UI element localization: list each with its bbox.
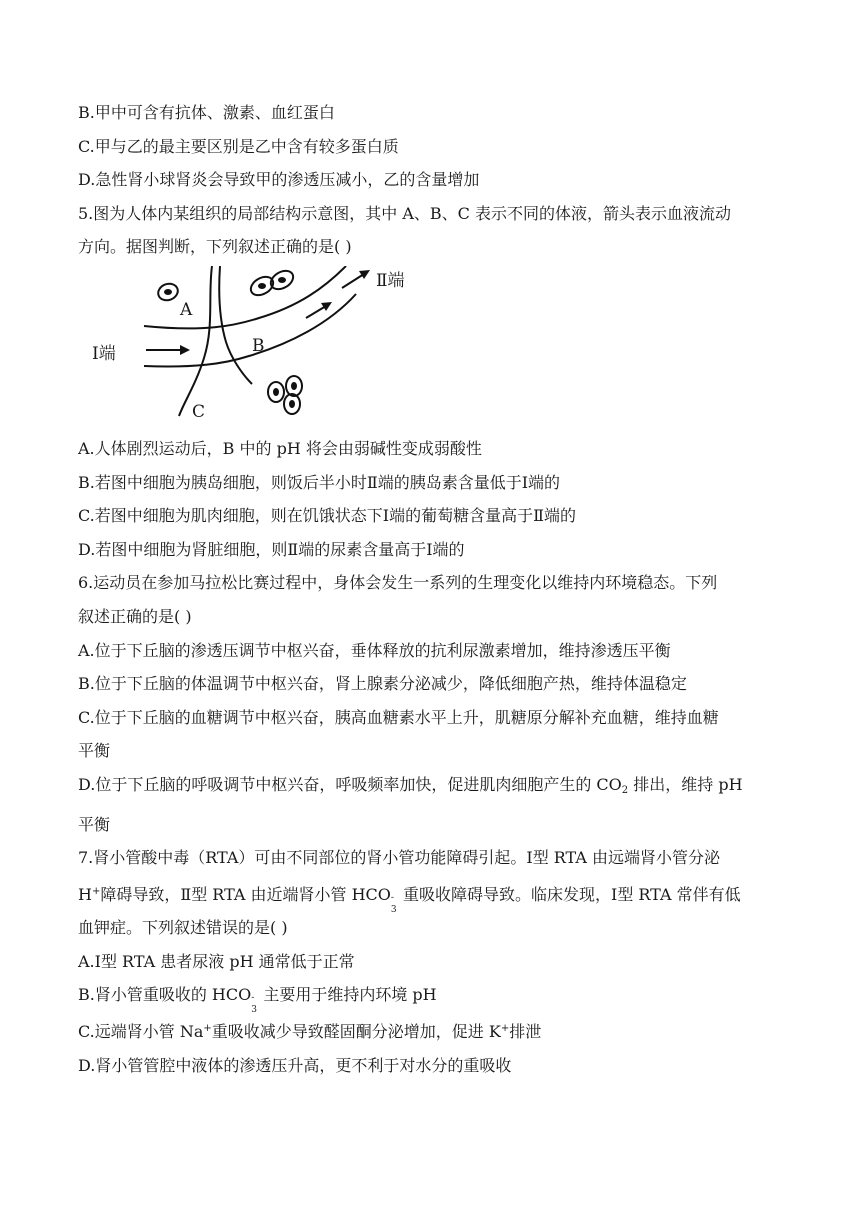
q6-option-a[interactable]: A.位于下丘脑的渗透压调节中枢兴奋，垂体释放的抗利尿激素增加，维持渗透压平衡 bbox=[78, 640, 671, 660]
label-c: C bbox=[192, 401, 206, 422]
q7-stem-h: H bbox=[78, 884, 92, 904]
q7-option-b[interactable] bbox=[78, 978, 798, 1016]
q4-option-c[interactable]: C.甲与乙的最主要区别是乙中含有较多蛋白质 bbox=[78, 136, 399, 156]
cell-bottom-3-nucleus bbox=[289, 400, 295, 408]
tissue-structure-diagram bbox=[84, 266, 424, 426]
arrow-end1-head bbox=[180, 345, 190, 355]
k-plus-superscript: + bbox=[500, 1023, 510, 1035]
q6-option-d-line1[interactable] bbox=[78, 768, 798, 808]
cell-top-2-nucleus bbox=[278, 277, 286, 283]
q7-stem-line1: 7.肾小管酸中毒（RTA）可由不同部位的肾小管功能障碍引起。Ⅰ型 RTA 由远端肾小管分泌 bbox=[78, 848, 720, 868]
q7-option-b-text-a: B.肾小管重吸收的 HCO bbox=[78, 985, 252, 1005]
q7-option-d[interactable]: D.肾小管管腔中液体的渗透压升高，更不利于对水分的重吸收 bbox=[78, 1055, 512, 1075]
label-end-2: Ⅱ端 bbox=[376, 270, 405, 291]
cell-a-nucleus bbox=[164, 289, 172, 295]
q7-stem-line3: 血钾症。下列叙述错误的是( ) bbox=[78, 918, 288, 938]
q7-option-b-text-b: 主要用于维持内环境 pH bbox=[258, 985, 437, 1005]
cell-top-1-nucleus bbox=[258, 283, 266, 289]
q6-stem-line1: 6.运动员在参加马拉松比赛过程中，身体会发生一系列的生理变化以维持内环境稳态。下列 bbox=[78, 573, 718, 593]
cell-bottom-2-nucleus bbox=[291, 382, 297, 390]
q5-option-d[interactable]: D.若图中细胞为肾脏细胞，则Ⅱ端的尿素含量高于Ⅰ端的 bbox=[78, 539, 465, 559]
q6-stem-line2: 叙述正确的是( ) bbox=[78, 606, 192, 626]
q7-stem-line2 bbox=[78, 875, 798, 915]
hco3-subscript: 3 bbox=[390, 904, 397, 915]
q6-option-d-line2[interactable]: 平衡 bbox=[78, 814, 111, 834]
hco3-charge-b: - bbox=[251, 993, 255, 1004]
q7-option-a[interactable]: A.Ⅰ型 RTA 患者尿液 pH 通常低于正常 bbox=[78, 951, 355, 971]
hco3-charge: - bbox=[390, 892, 394, 903]
lymph-vessel-left-wall bbox=[179, 266, 212, 416]
label-end-1: Ⅰ端 bbox=[92, 343, 116, 364]
q7-option-c-text-a: C.远端肾小管 Na bbox=[78, 1022, 204, 1042]
q7-stem-text-c: 重吸收障碍导致。临床发现，Ⅰ型 RTA 常伴有低 bbox=[397, 884, 741, 904]
label-a: A bbox=[180, 299, 193, 320]
co2-subscript: 2 bbox=[621, 784, 629, 796]
label-b: B bbox=[252, 335, 265, 356]
q4-option-d[interactable]: D.急性肾小球肾炎会导致甲的渗透压减小，乙的含量增加 bbox=[78, 170, 480, 190]
q5-option-a[interactable]: A.人体剧烈运动后，B 中的 pH 将会由弱碱性变成弱酸性 bbox=[78, 438, 482, 458]
q6-option-c-line2[interactable]: 平衡 bbox=[78, 741, 111, 761]
q5-option-b[interactable]: B.若图中细胞为胰岛细胞，则饭后半小时Ⅱ端的胰岛素含量低于Ⅰ端的 bbox=[78, 472, 561, 492]
q5-stem-line2: 方向。据图判断，下列叙述正确的是( ) bbox=[78, 237, 352, 257]
q5-stem-line1: 5.图为人体内某组织的局部结构示意图，其中 A、B、C 表示不同的体液，箭头表示血液流动 bbox=[78, 203, 731, 223]
cell-bottom-1-nucleus bbox=[273, 388, 279, 396]
na-plus-superscript: + bbox=[203, 1023, 212, 1035]
q4-option-b[interactable]: B.甲中可含有抗体、激素、血红蛋白 bbox=[78, 103, 335, 122]
hco3-subscript-b: 3 bbox=[251, 1005, 257, 1016]
q7-stem-text-b: 障碍导致，Ⅱ型 RTA 由近端肾小管 HCO bbox=[100, 884, 391, 904]
hco3-ion-script-b bbox=[251, 986, 258, 1016]
q6-option-c-line1[interactable]: C.位于下丘脑的血糖调节中枢兴奋，胰高血糖素水平上升，肌糖原分解补充血糖，维持血糖 bbox=[78, 707, 719, 727]
q7-option-c[interactable] bbox=[78, 1012, 798, 1049]
h-plus-superscript: + bbox=[91, 885, 101, 897]
q7-option-c-text-c: 排泄 bbox=[509, 1022, 542, 1042]
q6-option-d-text-b: 排出，维持 pH bbox=[628, 774, 743, 794]
q6-option-d-text-a: D.位于下丘脑的呼吸调节中枢兴奋，呼吸频率加快，促进肌肉细胞产生的 CO bbox=[78, 774, 622, 794]
arrow-top-head bbox=[359, 270, 370, 279]
arrow-mid-shaft bbox=[306, 306, 326, 318]
arrow-top-shaft bbox=[342, 274, 364, 288]
arrow-mid-head bbox=[321, 302, 332, 311]
hco3-ion-script bbox=[390, 886, 398, 915]
question-page bbox=[78, 96, 798, 1082]
q7-option-c-text-b: 重吸收减少导致醛固酮分泌增加，促进 K bbox=[211, 1022, 501, 1042]
q5-option-c[interactable]: C.若图中细胞为肌肉细胞，则在饥饿状态下Ⅰ端的葡萄糖含量高于Ⅱ端的 bbox=[78, 506, 576, 526]
q6-option-b[interactable]: B.位于下丘脑的体温调节中枢兴奋，肾上腺素分泌减少，降低细胞产热，维持体温稳定 bbox=[78, 674, 687, 694]
